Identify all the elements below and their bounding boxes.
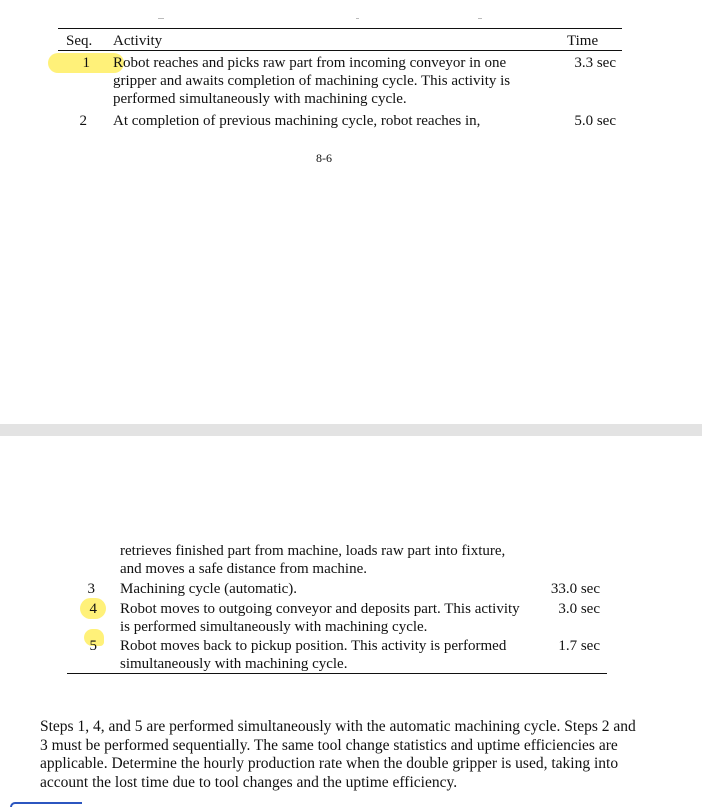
row-1-seq: 1 — [82, 55, 90, 71]
table-top-rule — [58, 28, 622, 29]
scan-artifact — [158, 18, 164, 19]
row-2-continued-line-1: retrieves finished part from machine, loads raw part into fixture, — [120, 543, 506, 559]
row-3-time: 33.0 sec — [550, 581, 600, 597]
row-4-activity-line-2: is performed simultaneously with machining cycle. — [120, 619, 428, 635]
header-rule — [58, 50, 622, 51]
row-3-activity-line-1: Machining cycle (automatic). — [120, 581, 298, 597]
row-4-activity-line-1: Robot moves to outgoing conveyor and deposits part. This activity — [120, 601, 520, 617]
page-separator — [0, 424, 702, 436]
row-3-seq: 3 — [87, 581, 95, 597]
scan-artifact — [478, 18, 482, 19]
header-activity: Activity — [113, 33, 163, 49]
row-1-activity-line-2: gripper and awaits completion of machining cycle. This activity is — [113, 73, 511, 89]
row-1-activity-line-1: Robot reaches and picks raw part from incoming conveyor in one — [113, 55, 507, 71]
header-time: Time — [567, 33, 599, 49]
row-2-continued-line-2: and moves a safe distance from machine. — [120, 561, 367, 577]
row-2-time: 5.0 sec — [574, 113, 616, 129]
scan-artifact — [356, 18, 359, 19]
problem-paragraph: Steps 1, 4, and 5 are performed simultaneously with the automatic machining cycle. Steps 2 and 3 must be performed sequentially. The same tool change statistics and uptime efficiencies are applicable. Determine the hourly production rate when the double gripper is used, taking into account the lost time due to tool changes and the uptime efficiency. — [40, 718, 636, 791]
corner-mark — [10, 802, 82, 807]
row-5-seq: 5 — [89, 638, 97, 654]
page-number: 8-6 — [316, 151, 332, 165]
row-5-activity-line-1: Robot moves back to pickup position. This activity is performed — [120, 638, 507, 654]
document-page-bottom — [0, 436, 702, 807]
row-2-seq: 2 — [79, 113, 87, 129]
row-2-activity-line-1: At completion of previous machining cycle, robot reaches in, — [113, 113, 481, 129]
row-5-time: 1.7 sec — [558, 638, 600, 654]
row-1-time: 3.3 sec — [574, 55, 616, 71]
row-4-seq: 4 — [89, 601, 97, 617]
table-bottom-rule — [67, 673, 607, 674]
row-4-time: 3.0 sec — [558, 601, 600, 617]
row-1-activity-line-3: performed simultaneously with machining cycle. — [113, 91, 407, 107]
header-seq: Seq. — [66, 33, 93, 49]
row-5-activity-line-2: simultaneously with machining cycle. — [120, 656, 348, 672]
